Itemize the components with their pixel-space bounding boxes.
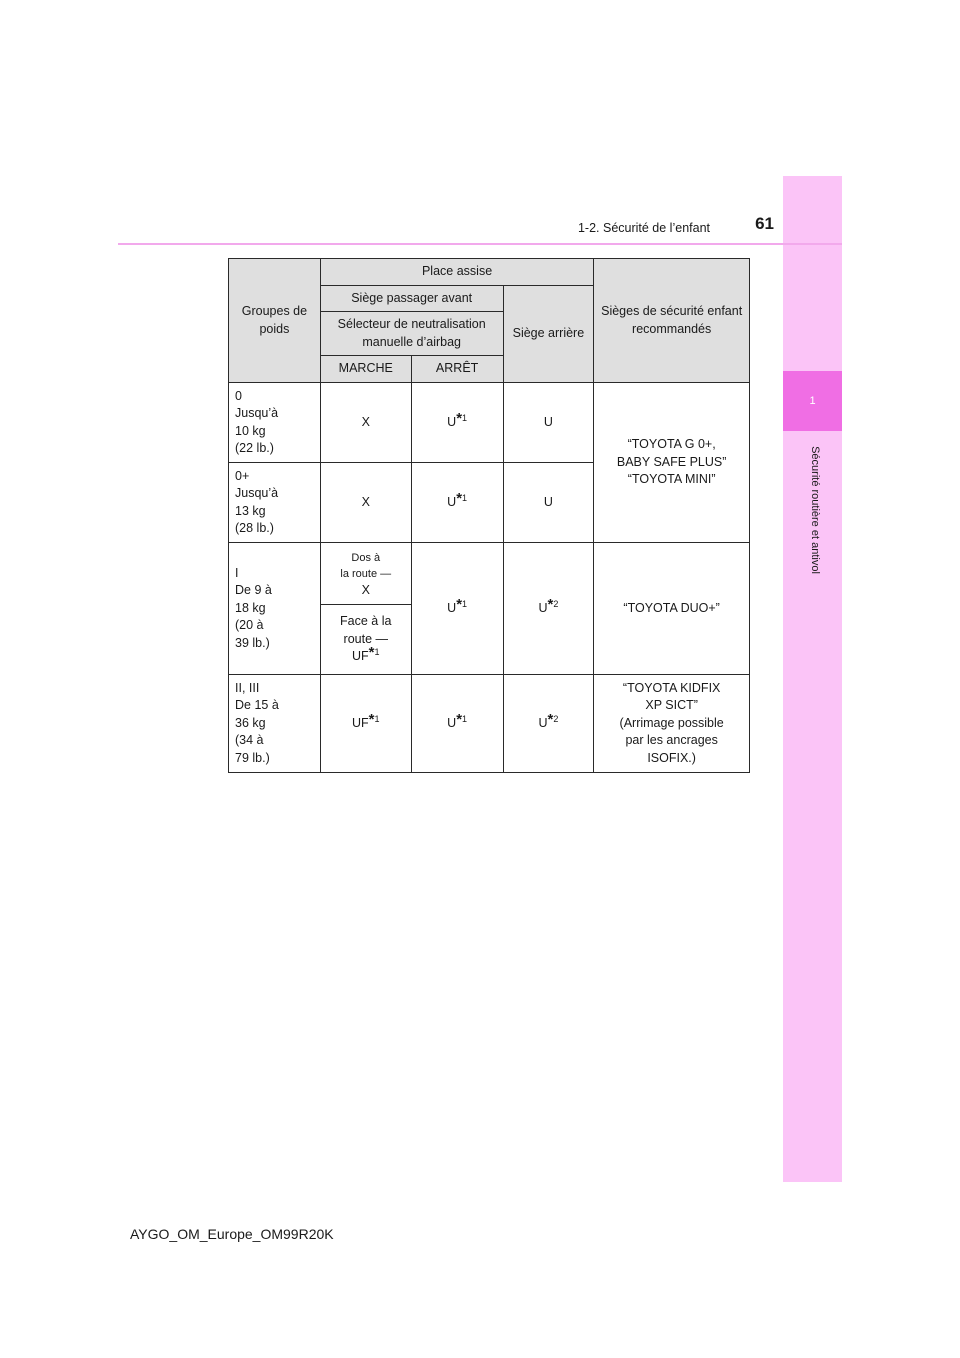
rear-cell: U*$^2$: [503, 675, 594, 773]
weight-group-cell: 0+ Jusqu’à 13 kg (28 lb.): [229, 463, 321, 543]
weight-group-cell: I De 9 à 18 kg (20 à 39 lb.): [229, 543, 321, 675]
weight-group-cell: 0 Jusqu’à 10 kg (22 lb.): [229, 383, 321, 463]
header-rear-seat: Siège arrière: [503, 286, 594, 383]
header-divider: [118, 243, 842, 245]
on-forward-facing-cell: Face à la route — UF*$^1$: [320, 605, 411, 675]
off-cell: U*$^1$: [411, 543, 503, 675]
recommended-cell: “TOYOTA DUO+”: [594, 543, 750, 675]
off-cell: U*$^1$: [411, 463, 503, 543]
header-on: MARCHE: [320, 356, 411, 383]
table-row: [229, 383, 750, 463]
header-weight-groups: Groupes de poids: [229, 259, 321, 383]
on-cell: UF*$^1$: [320, 675, 411, 773]
page-number: 61: [755, 214, 774, 233]
section-title: 1-2. Sécurité de l’enfant: [577, 221, 710, 235]
recommended-cell: “TOYOTA KIDFIX XP SICT” (Arrimage possible par les ancrages ISOFIX.): [594, 675, 750, 773]
header-airbag-selector: Sélecteur de neutralisation manuelle d’airbag: [320, 312, 503, 356]
on-cell: X: [320, 463, 411, 543]
off-cell: U*$^1$: [411, 675, 503, 773]
seat-compatibility-table: [228, 258, 750, 773]
header-seating-position: Place assise: [320, 259, 593, 286]
on-rear-facing-cell: Dos à la route — X: [320, 543, 411, 605]
rear-cell: U: [503, 383, 594, 463]
off-cell: U*$^1$: [411, 383, 503, 463]
chapter-number: 1: [783, 371, 842, 431]
header-front-passenger-seat: Siège passager avant: [320, 286, 503, 312]
rear-cell: U: [503, 463, 594, 543]
table-row: [229, 543, 750, 605]
table-row: [229, 675, 750, 773]
chapter-label: Sécurité routière et antivol: [809, 446, 821, 574]
on-cell: X: [320, 383, 411, 463]
weight-group-cell: II, III De 15 à 36 kg (34 à 79 lb.): [229, 675, 321, 773]
header-off: ARRÊT: [411, 356, 503, 383]
recommended-cell: “TOYOTA G 0+, BABY SAFE PLUS” “TOYOTA MINI”: [594, 383, 750, 543]
rear-cell: U*$^2$: [503, 543, 594, 675]
side-tab: [783, 176, 842, 1182]
header-recommended-seats: Sièges de sécurité enfant recommandés: [594, 259, 750, 383]
document-code: AYGO_OM_Europe_OM99R20K: [130, 1226, 334, 1242]
